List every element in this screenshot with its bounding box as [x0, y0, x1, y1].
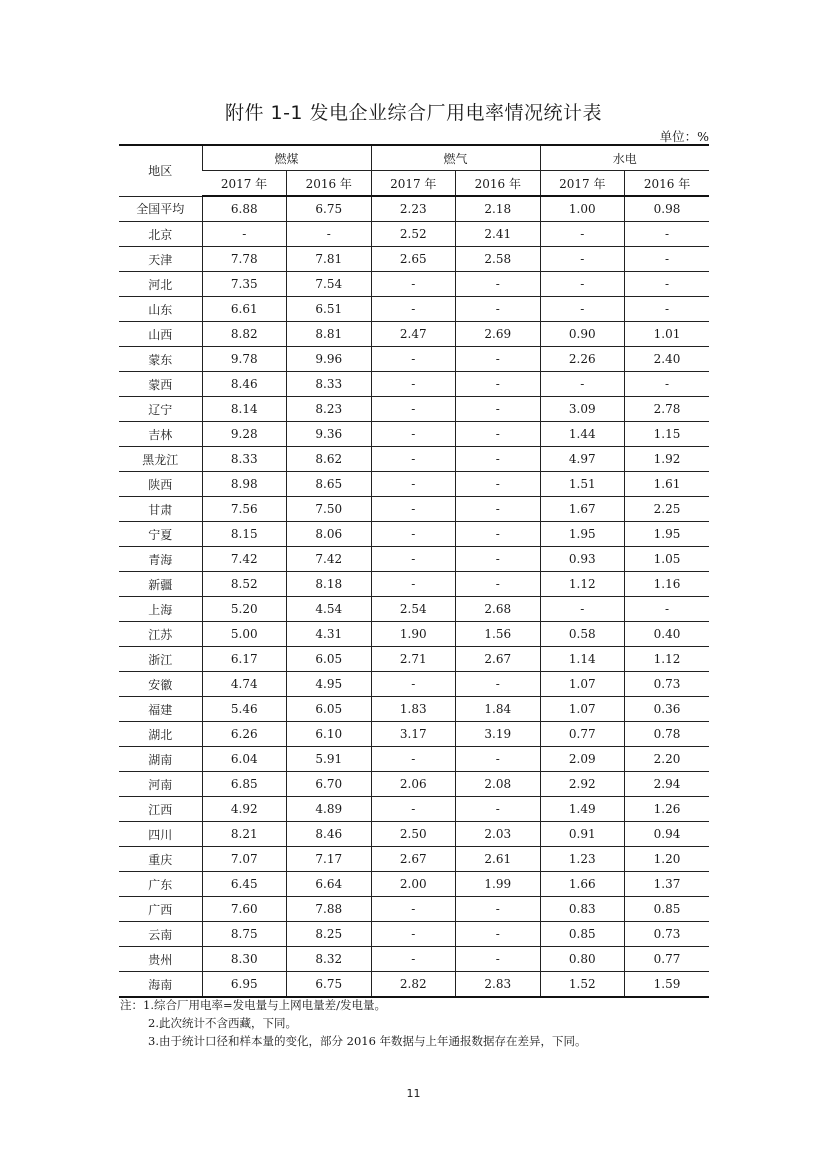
- value-cell: -: [540, 297, 625, 322]
- value-cell: 8.33: [202, 447, 287, 472]
- value-cell: -: [456, 547, 541, 572]
- table-row: [119, 222, 709, 247]
- value-cell: 6.70: [287, 772, 372, 797]
- value-cell: -: [625, 272, 710, 297]
- value-cell: -: [540, 272, 625, 297]
- value-cell: 0.85: [540, 922, 625, 947]
- note-line: 注：1.综合厂用电率=发电量与上网电量差/发电量。: [120, 998, 386, 1012]
- value-cell: 1.20: [625, 847, 710, 872]
- value-cell: 4.89: [287, 797, 372, 822]
- region-cell: 重庆: [119, 847, 202, 872]
- value-cell: 5.91: [287, 747, 372, 772]
- value-cell: -: [202, 222, 287, 247]
- value-cell: 4.54: [287, 597, 372, 622]
- page-number: 11: [406, 1087, 421, 1100]
- group-header-hydro: 水电: [540, 145, 709, 171]
- value-cell: 8.06: [287, 522, 372, 547]
- value-cell: 2.52: [371, 222, 456, 247]
- value-cell: -: [371, 397, 456, 422]
- value-cell: 0.73: [625, 922, 710, 947]
- value-cell: 8.33: [287, 372, 372, 397]
- value-cell: 0.93: [540, 547, 625, 572]
- value-cell: 2.71: [371, 647, 456, 672]
- value-cell: 4.92: [202, 797, 287, 822]
- value-cell: -: [625, 297, 710, 322]
- value-cell: 1.66: [540, 872, 625, 897]
- value-cell: -: [371, 347, 456, 372]
- value-cell: 2.68: [456, 597, 541, 622]
- region-cell: 河北: [119, 272, 202, 297]
- value-cell: 6.05: [287, 647, 372, 672]
- year-header: 2016 年: [625, 171, 710, 197]
- value-cell: 7.81: [287, 247, 372, 272]
- value-cell: 9.96: [287, 347, 372, 372]
- table-row: [119, 722, 709, 747]
- region-cell: 宁夏: [119, 522, 202, 547]
- value-cell: -: [371, 472, 456, 497]
- value-cell: -: [456, 422, 541, 447]
- value-cell: -: [371, 672, 456, 697]
- value-cell: 1.05: [625, 547, 710, 572]
- group-header-coal: 燃煤: [202, 145, 371, 171]
- table-row: [119, 572, 709, 597]
- value-cell: 8.62: [287, 447, 372, 472]
- region-cell: 河南: [119, 772, 202, 797]
- value-cell: 1.90: [371, 622, 456, 647]
- value-cell: 8.25: [287, 922, 372, 947]
- region-cell: 山东: [119, 297, 202, 322]
- table-row: [119, 822, 709, 847]
- year-header: 2017 年: [540, 171, 625, 197]
- year-header: 2016 年: [287, 171, 372, 197]
- region-cell: 天津: [119, 247, 202, 272]
- value-cell: 7.17: [287, 847, 372, 872]
- table-row: [119, 622, 709, 647]
- value-cell: 0.80: [540, 947, 625, 972]
- document-title: 附件 1-1 发电企业综合厂用电率情况统计表: [224, 102, 603, 124]
- value-cell: -: [371, 572, 456, 597]
- value-cell: -: [371, 897, 456, 922]
- value-cell: -: [287, 222, 372, 247]
- value-cell: -: [625, 597, 710, 622]
- region-cell: 安徽: [119, 672, 202, 697]
- region-cell: 广东: [119, 872, 202, 897]
- region-cell: 湖南: [119, 747, 202, 772]
- note-line: 3.由于统计口径和样本量的变化，部分 2016 年数据与上年通报数据存在差异，下同。: [148, 1034, 587, 1048]
- value-cell: 8.14: [202, 397, 287, 422]
- value-cell: -: [371, 747, 456, 772]
- value-cell: -: [456, 672, 541, 697]
- region-cell: 山西: [119, 322, 202, 347]
- table-row: [119, 597, 709, 622]
- value-cell: 0.94: [625, 822, 710, 847]
- table-row: [119, 372, 709, 397]
- table-row: [119, 272, 709, 297]
- value-cell: 8.21: [202, 822, 287, 847]
- value-cell: 0.36: [625, 697, 710, 722]
- value-cell: -: [456, 372, 541, 397]
- value-cell: 1.07: [540, 672, 625, 697]
- value-cell: -: [456, 747, 541, 772]
- value-cell: 2.92: [540, 772, 625, 797]
- value-cell: 1.61: [625, 472, 710, 497]
- region-cell: 福建: [119, 697, 202, 722]
- value-cell: -: [625, 372, 710, 397]
- value-cell: 1.23: [540, 847, 625, 872]
- region-cell: 海南: [119, 972, 202, 998]
- value-cell: 1.15: [625, 422, 710, 447]
- year-header: 2017 年: [202, 171, 287, 197]
- value-cell: 0.77: [540, 722, 625, 747]
- value-cell: 8.15: [202, 522, 287, 547]
- region-cell: 黑龙江: [119, 447, 202, 472]
- table-row: [119, 797, 709, 822]
- value-cell: -: [371, 447, 456, 472]
- table-row: [119, 772, 709, 797]
- table-row: [119, 972, 709, 998]
- table-row: [119, 447, 709, 472]
- value-cell: -: [540, 222, 625, 247]
- value-cell: 5.00: [202, 622, 287, 647]
- region-cell: 浙江: [119, 647, 202, 672]
- region-header: 地区: [119, 145, 202, 196]
- table-row: [119, 897, 709, 922]
- value-cell: 2.94: [625, 772, 710, 797]
- value-cell: 7.78: [202, 247, 287, 272]
- table-row: [119, 497, 709, 522]
- value-cell: 4.31: [287, 622, 372, 647]
- value-cell: 7.50: [287, 497, 372, 522]
- region-cell: 新疆: [119, 572, 202, 597]
- value-cell: 2.23: [371, 196, 456, 222]
- value-cell: 2.83: [456, 972, 541, 998]
- table-body: [119, 196, 709, 997]
- table-row: [119, 647, 709, 672]
- value-cell: 3.09: [540, 397, 625, 422]
- value-cell: 7.42: [202, 547, 287, 572]
- year-header: 2016 年: [456, 171, 541, 197]
- value-cell: 7.54: [287, 272, 372, 297]
- value-cell: 3.19: [456, 722, 541, 747]
- value-cell: 0.40: [625, 622, 710, 647]
- value-cell: 0.85: [625, 897, 710, 922]
- value-cell: 6.04: [202, 747, 287, 772]
- value-cell: 7.07: [202, 847, 287, 872]
- value-cell: 2.06: [371, 772, 456, 797]
- region-cell: 蒙东: [119, 347, 202, 372]
- value-cell: 2.82: [371, 972, 456, 998]
- value-cell: 1.51: [540, 472, 625, 497]
- value-cell: 2.26: [540, 347, 625, 372]
- value-cell: -: [456, 922, 541, 947]
- year-header: 2017 年: [371, 171, 456, 197]
- value-cell: 9.78: [202, 347, 287, 372]
- value-cell: -: [456, 897, 541, 922]
- value-cell: 8.98: [202, 472, 287, 497]
- value-cell: 6.17: [202, 647, 287, 672]
- value-cell: -: [371, 522, 456, 547]
- region-cell: 四川: [119, 822, 202, 847]
- value-cell: -: [371, 947, 456, 972]
- value-cell: 8.23: [287, 397, 372, 422]
- region-cell: 云南: [119, 922, 202, 947]
- value-cell: 1.26: [625, 797, 710, 822]
- value-cell: 7.42: [287, 547, 372, 572]
- value-cell: 8.52: [202, 572, 287, 597]
- value-cell: 2.41: [456, 222, 541, 247]
- value-cell: 8.32: [287, 947, 372, 972]
- value-cell: 2.69: [456, 322, 541, 347]
- value-cell: -: [456, 297, 541, 322]
- value-cell: -: [371, 372, 456, 397]
- value-cell: 4.74: [202, 672, 287, 697]
- value-cell: -: [456, 947, 541, 972]
- value-cell: 7.56: [202, 497, 287, 522]
- value-cell: -: [456, 272, 541, 297]
- value-cell: -: [371, 547, 456, 572]
- region-cell: 陕西: [119, 472, 202, 497]
- value-cell: 1.49: [540, 797, 625, 822]
- region-cell: 吉林: [119, 422, 202, 447]
- value-cell: 1.83: [371, 697, 456, 722]
- value-cell: -: [371, 297, 456, 322]
- value-cell: 6.10: [287, 722, 372, 747]
- value-cell: 0.78: [625, 722, 710, 747]
- value-cell: 1.12: [540, 572, 625, 597]
- statistics-table: [119, 144, 709, 998]
- table-row: [119, 522, 709, 547]
- value-cell: -: [456, 522, 541, 547]
- table-row: [119, 697, 709, 722]
- region-cell: 甘肃: [119, 497, 202, 522]
- value-cell: 1.12: [625, 647, 710, 672]
- value-cell: 1.99: [456, 872, 541, 897]
- region-cell: 蒙西: [119, 372, 202, 397]
- table-row: [119, 196, 709, 222]
- value-cell: 1.16: [625, 572, 710, 597]
- table-header-row-years: [119, 171, 709, 197]
- value-cell: 6.05: [287, 697, 372, 722]
- value-cell: 4.97: [540, 447, 625, 472]
- value-cell: -: [371, 922, 456, 947]
- value-cell: 0.83: [540, 897, 625, 922]
- value-cell: 6.95: [202, 972, 287, 998]
- table-row: [119, 472, 709, 497]
- value-cell: 1.00: [540, 196, 625, 222]
- value-cell: 2.65: [371, 247, 456, 272]
- value-cell: 2.54: [371, 597, 456, 622]
- value-cell: -: [371, 497, 456, 522]
- value-cell: 3.17: [371, 722, 456, 747]
- region-cell: 贵州: [119, 947, 202, 972]
- table-row: [119, 347, 709, 372]
- value-cell: 6.75: [287, 972, 372, 998]
- region-cell: 上海: [119, 597, 202, 622]
- value-cell: 2.20: [625, 747, 710, 772]
- value-cell: 1.14: [540, 647, 625, 672]
- table-row: [119, 547, 709, 572]
- value-cell: 8.46: [202, 372, 287, 397]
- value-cell: 0.91: [540, 822, 625, 847]
- value-cell: 6.45: [202, 872, 287, 897]
- value-cell: 0.90: [540, 322, 625, 347]
- table-row: [119, 947, 709, 972]
- table-row: [119, 922, 709, 947]
- unit-label: 单位：%: [659, 129, 709, 144]
- value-cell: 5.20: [202, 597, 287, 622]
- table-row: [119, 872, 709, 897]
- region-cell: 北京: [119, 222, 202, 247]
- region-cell: 湖北: [119, 722, 202, 747]
- value-cell: 8.65: [287, 472, 372, 497]
- value-cell: 2.08: [456, 772, 541, 797]
- value-cell: 6.64: [287, 872, 372, 897]
- note-line: 2.此次统计不含西藏，下同。: [148, 1016, 297, 1030]
- value-cell: 2.03: [456, 822, 541, 847]
- value-cell: -: [456, 397, 541, 422]
- value-cell: 2.50: [371, 822, 456, 847]
- value-cell: 1.44: [540, 422, 625, 447]
- region-cell: 全国平均: [119, 196, 202, 222]
- value-cell: 4.95: [287, 672, 372, 697]
- value-cell: -: [540, 247, 625, 272]
- value-cell: 1.56: [456, 622, 541, 647]
- value-cell: 1.07: [540, 697, 625, 722]
- value-cell: 8.81: [287, 322, 372, 347]
- value-cell: -: [456, 447, 541, 472]
- value-cell: -: [625, 222, 710, 247]
- value-cell: 0.77: [625, 947, 710, 972]
- value-cell: -: [625, 247, 710, 272]
- region-cell: 江苏: [119, 622, 202, 647]
- value-cell: -: [456, 472, 541, 497]
- table-row: [119, 747, 709, 772]
- value-cell: -: [540, 597, 625, 622]
- value-cell: 1.67: [540, 497, 625, 522]
- value-cell: 6.26: [202, 722, 287, 747]
- value-cell: 5.46: [202, 697, 287, 722]
- value-cell: -: [371, 422, 456, 447]
- value-cell: 2.67: [371, 847, 456, 872]
- value-cell: -: [540, 372, 625, 397]
- value-cell: 9.28: [202, 422, 287, 447]
- table-row: [119, 297, 709, 322]
- value-cell: 2.18: [456, 196, 541, 222]
- value-cell: 2.67: [456, 647, 541, 672]
- value-cell: 2.61: [456, 847, 541, 872]
- table-row: [119, 672, 709, 697]
- value-cell: 1.92: [625, 447, 710, 472]
- value-cell: 2.58: [456, 247, 541, 272]
- value-cell: 8.75: [202, 922, 287, 947]
- value-cell: 2.25: [625, 497, 710, 522]
- value-cell: -: [371, 272, 456, 297]
- value-cell: 1.52: [540, 972, 625, 998]
- value-cell: 0.98: [625, 196, 710, 222]
- value-cell: 8.30: [202, 947, 287, 972]
- region-cell: 青海: [119, 547, 202, 572]
- value-cell: 1.37: [625, 872, 710, 897]
- value-cell: 2.09: [540, 747, 625, 772]
- region-cell: 辽宁: [119, 397, 202, 422]
- table-row: [119, 247, 709, 272]
- value-cell: 9.36: [287, 422, 372, 447]
- value-cell: 2.00: [371, 872, 456, 897]
- value-cell: 2.47: [371, 322, 456, 347]
- table-header-row-groups: [119, 145, 709, 171]
- value-cell: -: [456, 497, 541, 522]
- table-row: [119, 847, 709, 872]
- value-cell: -: [371, 797, 456, 822]
- value-cell: 0.58: [540, 622, 625, 647]
- value-cell: 7.60: [202, 897, 287, 922]
- region-cell: 江西: [119, 797, 202, 822]
- value-cell: 8.18: [287, 572, 372, 597]
- value-cell: 1.95: [625, 522, 710, 547]
- value-cell: 7.88: [287, 897, 372, 922]
- table-row: [119, 422, 709, 447]
- value-cell: 6.88: [202, 196, 287, 222]
- value-cell: 7.35: [202, 272, 287, 297]
- table-row: [119, 322, 709, 347]
- value-cell: 0.73: [625, 672, 710, 697]
- value-cell: -: [456, 797, 541, 822]
- value-cell: 1.84: [456, 697, 541, 722]
- value-cell: 2.78: [625, 397, 710, 422]
- value-cell: 6.61: [202, 297, 287, 322]
- value-cell: 8.46: [287, 822, 372, 847]
- table-row: [119, 397, 709, 422]
- value-cell: -: [456, 572, 541, 597]
- value-cell: 2.40: [625, 347, 710, 372]
- value-cell: 1.59: [625, 972, 710, 998]
- value-cell: 1.95: [540, 522, 625, 547]
- value-cell: 6.75: [287, 196, 372, 222]
- value-cell: 1.01: [625, 322, 710, 347]
- notes: [120, 996, 587, 1050]
- group-header-gas: 燃气: [371, 145, 540, 171]
- value-cell: 8.82: [202, 322, 287, 347]
- value-cell: -: [456, 347, 541, 372]
- value-cell: 6.51: [287, 297, 372, 322]
- value-cell: 6.85: [202, 772, 287, 797]
- region-cell: 广西: [119, 897, 202, 922]
